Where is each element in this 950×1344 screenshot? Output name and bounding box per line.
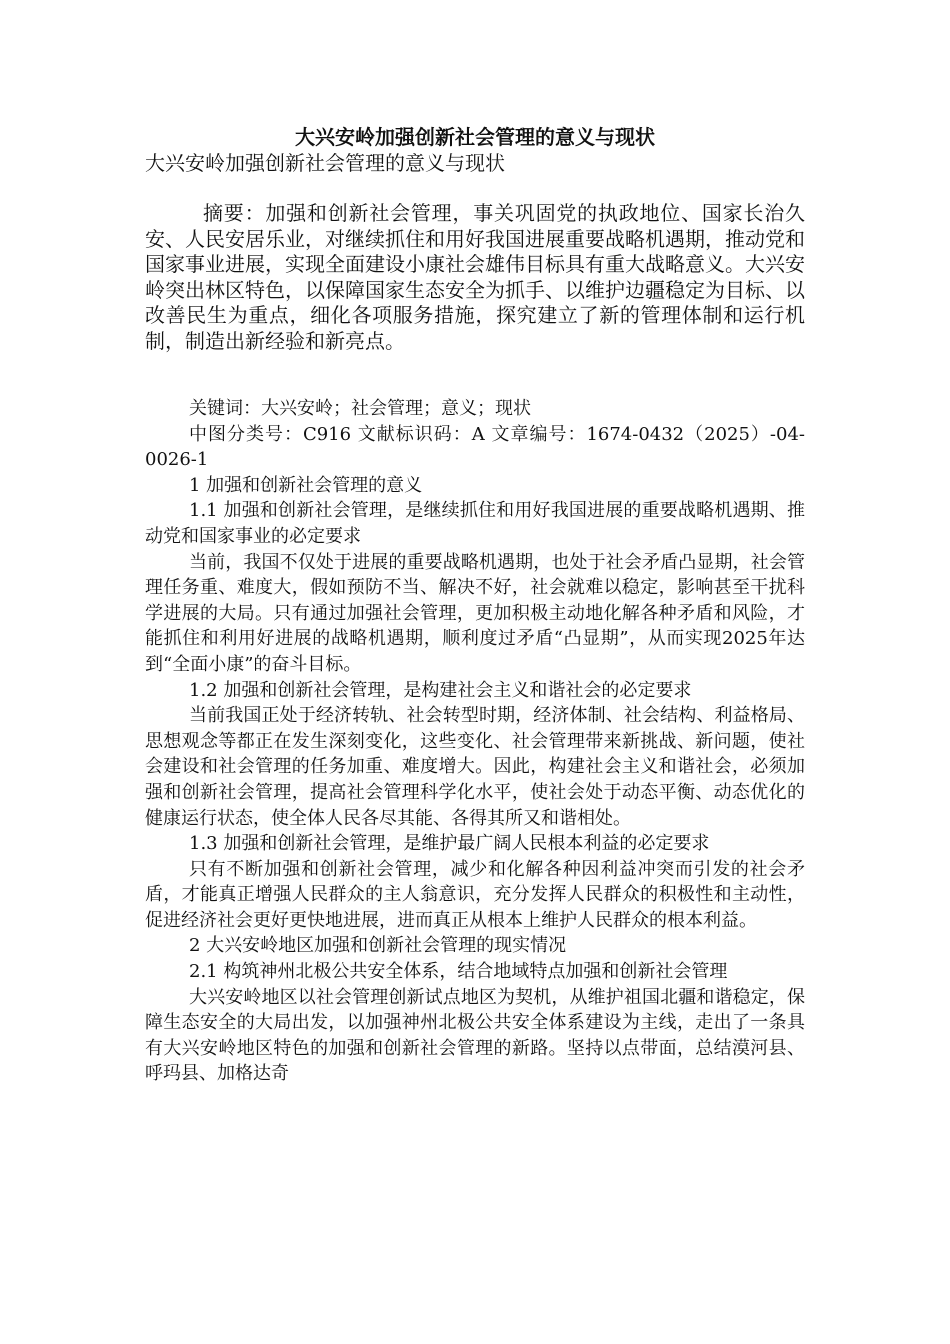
subsection-heading: 1.2 加强和创新社会管理，是构建社会主义和谐社会的必定要求 <box>189 679 692 701</box>
document-subtitle: 大兴安岭加强创新社会管理的意义与现状 <box>145 151 505 175</box>
body-paragraph: 只有不断加强和创新社会管理，减少和化解各种因利益冲突而引发的社会矛盾，才能真正增强人民群众的主人翁意识，充分发挥人民群众的积极性和主动性，促进经济社会更好更快地进展，进而真正从根本上维护人民群众的根本利益。 <box>145 858 805 931</box>
keywords-line: 关键词：大兴安岭；社会管理；意义；现状 <box>189 398 531 419</box>
subsection-heading: 2.1 构筑神州北极公共安全体系，结合地域特点加强和创新社会管理 <box>189 961 728 983</box>
subsection-heading: 1.3 加强和创新社会管理，是维护最广阔人民根本利益的必定要求 <box>189 833 710 855</box>
body-paragraph: 当前我国正处于经济转轨、社会转型时期，经济体制、社会结构、利益格局、思想观念等都正在发生深刻变化，这些变化、社会管理带来新挑战、新问题，使社会建设和社会管理的任务加重、难度增大。因此，构建社会主义和谐社会，必须加强和创新社会管理，提高社会管理科学化水平，使社会处于动态平衡、动态优化的健康运行状态，使全体人民各尽其能、各得其所又和谐相处。 <box>145 705 805 829</box>
classification-line: 中图分类号：C916 文献标识码：A 文章编号：1674-0432（2025）-04-0026-1 <box>145 423 805 471</box>
body-paragraph: 大兴安岭地区以社会管理创新试点地区为契机，从维护祖国北疆和谐稳定，保障生态安全的大局出发，以加强神州北极公共安全体系建设为主线，走出了一条具有大兴安岭地区特色的加强和创新社会管理的新路。坚持以点带面，总结漠河县、呼玛县、加格达奇 <box>145 986 805 1085</box>
subsection-heading: 1.1 加强和创新社会管理，是继续抓住和用好我国进展的重要战略机遇期、推动党和国家事业的必定要求 <box>145 500 805 547</box>
document-body <box>145 396 805 1087</box>
section-heading: 2 大兴安岭地区加强和创新社会管理的现实情况 <box>189 935 567 957</box>
abstract-paragraph: 摘要：加强和创新社会管理，事关巩固党的执政地位、国家长治久安、人民安居乐业，对继续抓住和用好我国进展重要战略机遇期，推动党和国家事业进展，实现全面建设小康社会雄伟目标具有重大战略意义。大兴安岭突出林区特色，以保障国家生态安全为抓手、以维护边疆稳定为目标、以改善民生为重点，细化各项服务措施，探究建立了新的管理体制和运行机制，制造出新经验和新亮点。 <box>145 201 805 353</box>
body-paragraph: 当前，我国不仅处于进展的重要战略机遇期，也处于社会矛盾凸显期，社会管理任务重、难度大，假如预防不当、解决不好，社会就难以稳定，影响甚至干扰科学进展的大局。只有通过加强社会管理，更加积极主动地化解各种矛盾和风险，才能抓住和利用好进展的战略机遇期，顺利度过矛盾“凸显期”，从而实现2025年达到“全面小康”的奋斗目标。 <box>145 551 805 675</box>
document-title: 大兴安岭加强创新社会管理的意义与现状 <box>295 125 655 149</box>
section-heading: 1 加强和创新社会管理的意义 <box>189 474 423 496</box>
